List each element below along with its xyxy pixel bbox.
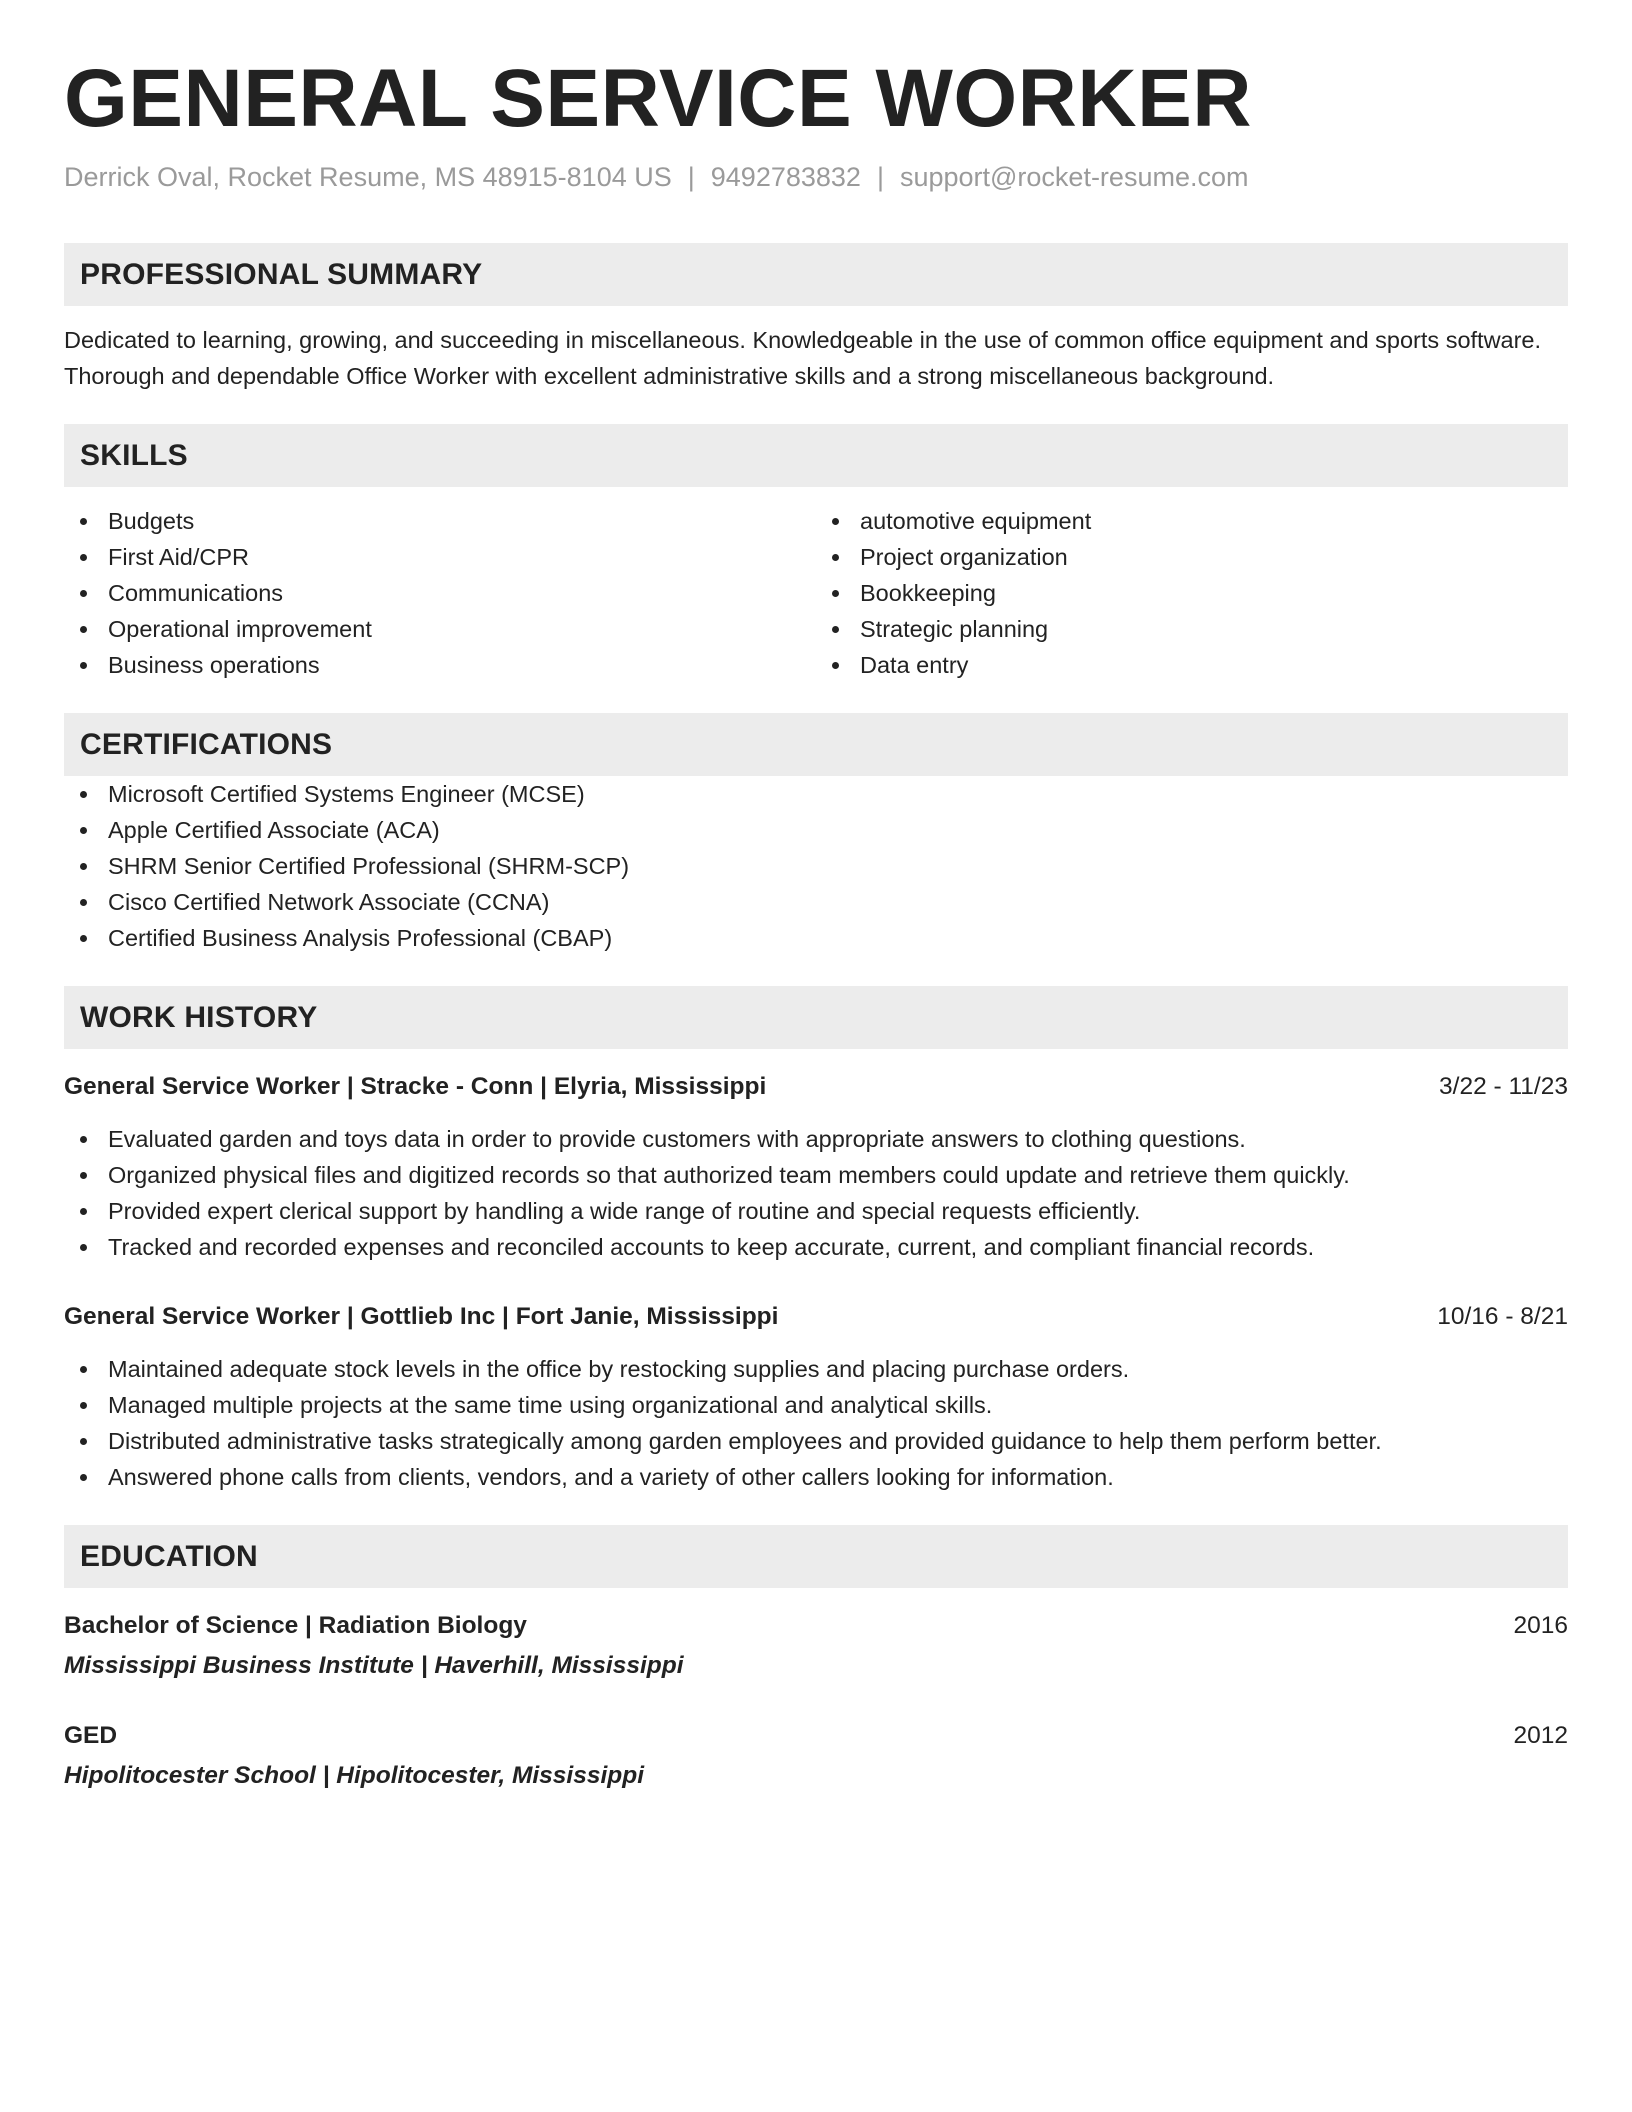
- certification-item: Apple Certified Associate (ACA): [64, 812, 1568, 848]
- job-dates: 10/16 - 8/21: [1437, 1303, 1568, 1331]
- job-bullet: Answered phone calls from clients, vendors, and a variety of other callers looking for information.: [64, 1459, 1568, 1495]
- skill-item: Business operations: [64, 647, 816, 683]
- education-header: [64, 1608, 1568, 1644]
- contact-phone: 9492783832: [710, 162, 861, 193]
- job-bullet: Maintained adequate stock levels in the office by restocking supplies and placing purchase orders.: [64, 1351, 1568, 1387]
- job-header: [64, 1069, 1568, 1105]
- education-degree: GED: [64, 1722, 118, 1750]
- certification-item: Cisco Certified Network Associate (CCNA): [64, 884, 1568, 920]
- education-entry: [64, 1608, 1568, 1684]
- job-bullet: Distributed administrative tasks strategically among garden employees and provided guidance to help them perform better.: [64, 1423, 1568, 1459]
- section-header-work-history: WORK HISTORY: [64, 986, 1568, 1049]
- section-header-summary: PROFESSIONAL SUMMARY: [64, 243, 1568, 306]
- job-entry: [64, 1299, 1568, 1495]
- certifications-list: [64, 776, 1568, 956]
- job-bullet: Tracked and recorded expenses and reconciled accounts to keep accurate, current, and compliant financial records.: [64, 1229, 1568, 1265]
- skills-list-left: [64, 503, 816, 683]
- skill-item: Strategic planning: [816, 611, 1568, 647]
- skill-item: Communications: [64, 575, 816, 611]
- job-title: General Service Worker | Gottlieb Inc | Fort Janie, Mississippi: [64, 1303, 779, 1331]
- resume-name: GENERAL SERVICE WORKER: [64, 53, 1253, 144]
- section-header-education: EDUCATION: [64, 1525, 1568, 1588]
- summary-text: Dedicated to learning, growing, and succeeding in miscellaneous. Knowledgeable in the use of common office equipment and sports software. Thorough and dependable Office Worker with excellent administrative skills and a strong miscellaneous background.: [64, 327, 1542, 390]
- skills-column-right: [816, 503, 1568, 683]
- education-header: [64, 1718, 1568, 1754]
- job-entry: [64, 1069, 1568, 1265]
- skill-item: automotive equipment: [816, 503, 1568, 539]
- job-bullet: Provided expert clerical support by handling a wide range of routine and special requests efficiently.: [64, 1193, 1568, 1229]
- skill-item: Budgets: [64, 503, 816, 539]
- job-bullet: Organized physical files and digitized records so that authorized team members could update and retrieve them quickly.: [64, 1157, 1568, 1193]
- section-header-skills: SKILLS: [64, 424, 1568, 487]
- education-degree: Bachelor of Science | Radiation Biology: [64, 1612, 527, 1640]
- job-bullet: Evaluated garden and toys data in order to provide customers with appropriate answers to clothing questions.: [64, 1121, 1568, 1157]
- education-year: 2012: [1513, 1722, 1568, 1750]
- skill-item: Operational improvement: [64, 611, 816, 647]
- certification-item: Certified Business Analysis Professional (CBAP): [64, 920, 1568, 956]
- contact-line: [64, 162, 1568, 193]
- skill-item: Project organization: [816, 539, 1568, 575]
- job-dates: 3/22 - 11/23: [1439, 1073, 1568, 1101]
- contact-email: support@rocket-resume.com: [899, 162, 1249, 193]
- education-entry: [64, 1718, 1568, 1794]
- contact-address: Derrick Oval, Rocket Resume, MS 48915-8104 US: [64, 162, 672, 193]
- skills-list-right: [816, 503, 1568, 683]
- education-year: 2016: [1513, 1612, 1568, 1640]
- contact-separator: |: [687, 162, 695, 193]
- certification-item: Microsoft Certified Systems Engineer (MCSE): [64, 776, 1568, 812]
- job-bullet: Managed multiple projects at the same time using organizational and analytical skills.: [64, 1387, 1568, 1423]
- skill-item: First Aid/CPR: [64, 539, 816, 575]
- section-header-certifications: CERTIFICATIONS: [64, 713, 1568, 776]
- education-school: Mississippi Business Institute | Haverhill, Mississippi: [64, 1652, 684, 1680]
- certification-item: SHRM Senior Certified Professional (SHRM-SCP): [64, 848, 1568, 884]
- education-school: Hipolitocester School | Hipolitocester, Mississippi: [64, 1762, 645, 1790]
- job-bullets: [64, 1351, 1568, 1495]
- job-bullets: [64, 1121, 1568, 1265]
- job-header: [64, 1299, 1568, 1335]
- contact-separator: |: [876, 162, 884, 193]
- skill-item: Data entry: [816, 647, 1568, 683]
- job-title: General Service Worker | Stracke - Conn | Elyria, Mississippi: [64, 1073, 767, 1101]
- skills-column-left: [64, 503, 816, 683]
- skill-item: Bookkeeping: [816, 575, 1568, 611]
- skills-grid: [64, 503, 1568, 683]
